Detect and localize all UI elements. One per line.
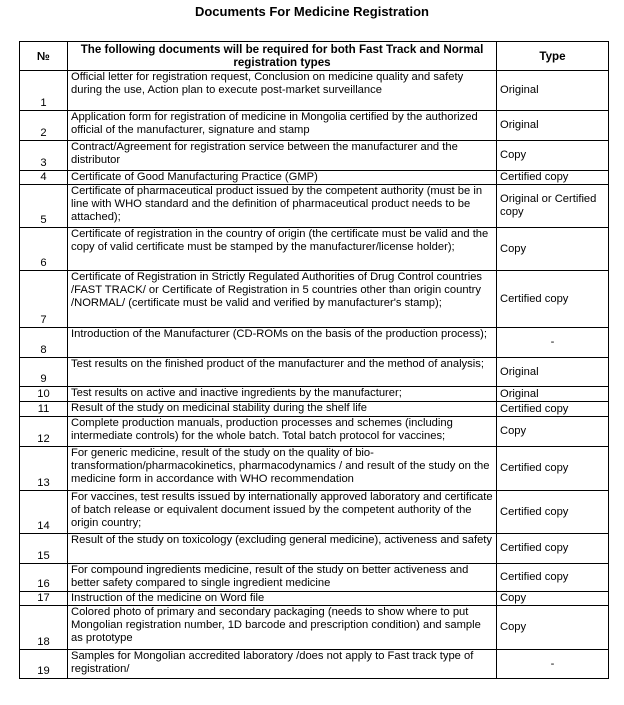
row-type: Certified copy	[497, 402, 609, 417]
row-number: 18	[20, 606, 68, 650]
row-type: Original or Certified copy	[497, 185, 609, 228]
row-number: 7	[20, 271, 68, 328]
row-type: -	[497, 328, 609, 358]
row-type: Original	[497, 358, 609, 387]
row-description: Result of the study on medicinal stability during the shelf life	[68, 402, 497, 417]
row-number: 10	[20, 387, 68, 402]
page-title: Documents For Medicine Registration	[194, 4, 430, 19]
table-row	[20, 402, 609, 417]
row-number: 8	[20, 328, 68, 358]
table-row	[20, 606, 609, 650]
table-row	[20, 447, 609, 491]
row-description: Test results on the finished product of the manufacturer and the method of analysis;	[68, 358, 497, 387]
table-row	[20, 141, 609, 171]
row-type: Certified copy	[497, 491, 609, 534]
table-row	[20, 592, 609, 606]
table-row	[20, 228, 609, 271]
row-type: Copy	[497, 592, 609, 606]
row-type: Original	[497, 111, 609, 141]
row-type: Copy	[497, 606, 609, 650]
row-description: Complete production manuals, production processes and schemes (including intermediate controls) for the whole batch. Total batch protocol for vaccines;	[68, 417, 497, 447]
row-number: 1	[20, 71, 68, 111]
table-row	[20, 387, 609, 402]
row-description: Certificate of Registration in Strictly Regulated Authorities of Drug Control countries /FAST TRACK/ or Certificate of Registration in 5 countries other than origin country /NORMAL/ (certificate must be valid and verified by manufacturer's stamp);	[68, 271, 497, 328]
header-type: Type	[497, 42, 609, 71]
row-number: 14	[20, 491, 68, 534]
row-number: 15	[20, 534, 68, 564]
row-description: Certificate of Good Manufacturing Practice (GMP)	[68, 171, 497, 185]
row-description: Official letter for registration request, Conclusion on medicine quality and safety during the use, Action plan to execute post-market surveillance	[68, 71, 497, 111]
row-number: 11	[20, 402, 68, 417]
table-row	[20, 491, 609, 534]
row-number: 12	[20, 417, 68, 447]
row-description: Colored photo of primary and secondary packaging (needs to show where to put Mongolian registration number, 1D barcode and prescription condition) and sample as prototype	[68, 606, 497, 650]
row-description: Result of the study on toxicology (excluding general medicine), activeness and safety	[68, 534, 497, 564]
row-description: Certificate of registration in the country of origin (the certificate must be valid and the copy of valid certificate must be stamped by the manufacturer/license holder);	[68, 228, 497, 271]
row-description: For compound ingredients medicine, result of the study on better activeness and better safety compared to single ingredient medicine	[68, 564, 497, 592]
row-description: Samples for Mongolian accredited laboratory /does not apply to Fast track type of registration/	[68, 650, 497, 679]
row-type: Certified copy	[497, 564, 609, 592]
row-number: 13	[20, 447, 68, 491]
row-number: 16	[20, 564, 68, 592]
table-row	[20, 650, 609, 679]
row-description: For vaccines, test results issued by internationally approved laboratory and certificate of batch release or equivalent document issued by the competent authority of the origin country;	[68, 491, 497, 534]
row-type: Copy	[497, 417, 609, 447]
row-type: -	[497, 650, 609, 679]
row-number: 9	[20, 358, 68, 387]
row-description: Introduction of the Manufacturer (CD-ROMs on the basis of the production process);	[68, 328, 497, 358]
row-number: 2	[20, 111, 68, 141]
row-type: Certified copy	[497, 534, 609, 564]
row-description: Certificate of pharmaceutical product issued by the competent authority (must be in line with WHO standard and the definition of pharmaceutical product needs to be attached);	[68, 185, 497, 228]
documents-table	[19, 41, 609, 679]
row-type: Certified copy	[497, 171, 609, 185]
table-row	[20, 417, 609, 447]
table-row	[20, 328, 609, 358]
row-number: 17	[20, 592, 68, 606]
row-number: 19	[20, 650, 68, 679]
row-number: 5	[20, 185, 68, 228]
row-description: Contract/Agreement for registration service between the manufacturer and the distributor	[68, 141, 497, 171]
table-row	[20, 171, 609, 185]
table-row	[20, 271, 609, 328]
row-type: Copy	[497, 228, 609, 271]
row-type: Copy	[497, 141, 609, 171]
row-type: Certified copy	[497, 447, 609, 491]
row-description: For generic medicine, result of the study on the quality of bio-transformation/pharmacokinetics, pharmacodynamics / and result of the study on the medicine form in accordance with WHO recommendation	[68, 447, 497, 491]
header-number: №	[20, 42, 68, 71]
row-description: Application form for registration of medicine in Mongolia certified by the authorized official of the manufacturer, signature and stamp	[68, 111, 497, 141]
row-description: Instruction of the medicine on Word file	[68, 592, 497, 606]
table-row	[20, 534, 609, 564]
table-header-row	[20, 42, 609, 71]
row-description: Test results on active and inactive ingredients by the manufacturer;	[68, 387, 497, 402]
row-type: Original	[497, 387, 609, 402]
row-type: Certified copy	[497, 271, 609, 328]
table-row	[20, 358, 609, 387]
table-row	[20, 111, 609, 141]
row-number: 4	[20, 171, 68, 185]
table-row	[20, 71, 609, 111]
header-description: The following documents will be required for both Fast Track and Normal registration types	[68, 42, 497, 71]
row-type: Original	[497, 71, 609, 111]
row-number: 3	[20, 141, 68, 171]
row-number: 6	[20, 228, 68, 271]
table-row	[20, 185, 609, 228]
table-row	[20, 564, 609, 592]
